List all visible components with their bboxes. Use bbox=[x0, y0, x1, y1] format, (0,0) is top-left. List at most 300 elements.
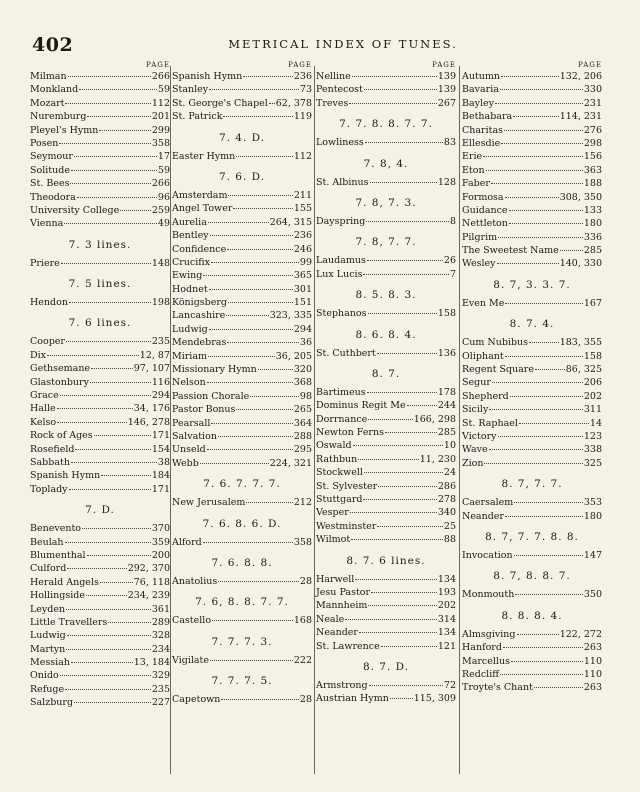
page-reference: 128 bbox=[437, 176, 456, 188]
dot-leader bbox=[236, 156, 293, 157]
page-reference: 96 bbox=[157, 191, 170, 203]
dot-leader bbox=[515, 594, 583, 595]
dot-leader bbox=[269, 103, 275, 104]
dot-leader bbox=[510, 396, 583, 397]
page-reference: 301 bbox=[293, 283, 312, 295]
tune-entry bbox=[30, 335, 170, 348]
tune-entry bbox=[316, 626, 456, 639]
tune-entry bbox=[172, 430, 312, 443]
dot-leader bbox=[218, 581, 299, 582]
meter-heading: 7. 7. 7. 3. bbox=[211, 635, 273, 648]
dot-leader bbox=[529, 342, 559, 343]
tune-entry bbox=[30, 669, 170, 682]
tune-entry bbox=[462, 588, 602, 601]
dot-leader bbox=[358, 459, 418, 460]
tune-entry bbox=[316, 453, 456, 466]
page-reference: 151 bbox=[293, 297, 312, 309]
dot-leader bbox=[208, 222, 269, 223]
page-reference: 184 bbox=[151, 470, 170, 482]
meter-heading: 7. 6. 7. 7. 7. bbox=[203, 478, 281, 491]
tune-name: Even Me bbox=[462, 297, 505, 309]
tune-name: Redcliff bbox=[462, 668, 500, 680]
page-reference: 178 bbox=[437, 386, 456, 398]
dot-leader bbox=[90, 382, 151, 383]
page-reference: 285 bbox=[437, 427, 456, 439]
tune-name: St. George's Chapel bbox=[172, 97, 268, 109]
tune-entry bbox=[462, 655, 602, 668]
tune-name: Spanish Hymn bbox=[30, 470, 101, 482]
dot-leader bbox=[108, 622, 151, 623]
tune-entry bbox=[316, 136, 456, 149]
page-reference: 158 bbox=[583, 350, 602, 362]
tune-name: Dominus Regit Me bbox=[316, 400, 406, 412]
page-reference: 83 bbox=[443, 137, 456, 149]
dot-leader bbox=[250, 396, 299, 397]
tune-entry bbox=[462, 668, 602, 681]
dot-leader bbox=[120, 210, 151, 211]
dot-leader bbox=[68, 76, 151, 77]
tune-entry bbox=[462, 83, 602, 96]
dot-leader bbox=[243, 76, 293, 77]
dot-leader bbox=[210, 235, 293, 236]
page-reference: 139 bbox=[437, 71, 456, 82]
tune-entry bbox=[172, 70, 312, 83]
tune-name: Miriam bbox=[172, 350, 208, 362]
tune-name: Little Travellers bbox=[30, 616, 108, 628]
page-reference: 25 bbox=[443, 520, 456, 532]
meter-heading: 8. 7, 7. 7. bbox=[501, 478, 563, 491]
tune-name: Nettleton bbox=[462, 218, 508, 230]
page-reference: 180 bbox=[583, 218, 602, 230]
tune-entry bbox=[172, 350, 312, 363]
dot-leader bbox=[355, 579, 437, 580]
dot-leader bbox=[208, 356, 275, 357]
tune-name: Ewing bbox=[172, 270, 203, 282]
tune-name: St. Sylvester bbox=[316, 480, 378, 492]
tune-name: Benevento bbox=[30, 523, 81, 535]
tune-name: New Jerusalem bbox=[172, 497, 246, 509]
tune-name: Rosefield bbox=[30, 443, 75, 455]
meter-heading: 7. 6. D. bbox=[218, 170, 266, 183]
tune-name: St. Raphael bbox=[462, 417, 518, 429]
tune-entry bbox=[172, 323, 312, 336]
dot-leader bbox=[100, 582, 133, 583]
page-reference: 323, 335 bbox=[269, 310, 312, 322]
tune-entry bbox=[462, 191, 602, 204]
page-reference: 116 bbox=[151, 376, 170, 388]
tune-name: Westminster bbox=[316, 520, 377, 532]
tune-entry bbox=[30, 150, 170, 163]
page-column-heading: PAGE bbox=[288, 61, 312, 69]
dot-leader bbox=[501, 76, 559, 77]
tune-name: Missionary Hymn bbox=[172, 364, 257, 376]
dot-leader bbox=[71, 170, 157, 171]
dot-leader bbox=[87, 116, 150, 117]
page-reference: 139 bbox=[437, 84, 456, 96]
tune-entry bbox=[462, 376, 602, 389]
page-reference: 363 bbox=[583, 164, 602, 176]
page-reference: 7 bbox=[449, 268, 456, 280]
tune-entry bbox=[30, 177, 170, 190]
dot-leader bbox=[86, 595, 127, 596]
tune-entry bbox=[172, 97, 312, 110]
tune-entry bbox=[316, 176, 456, 189]
tune-name: Wilmot bbox=[316, 534, 351, 546]
tune-entry bbox=[462, 97, 602, 110]
tune-name: Rock of Ages bbox=[30, 430, 93, 442]
tune-name: Spanish Hymn bbox=[172, 71, 243, 82]
tune-entry bbox=[30, 217, 170, 230]
page-reference: 236 bbox=[293, 71, 312, 82]
tune-entry bbox=[172, 614, 312, 627]
tune-name: St. Patrick bbox=[172, 111, 223, 123]
page-reference: 338 bbox=[583, 444, 602, 456]
tune-name: St. Bees bbox=[30, 178, 70, 190]
tune-entry bbox=[316, 254, 456, 267]
page-reference: 278 bbox=[437, 494, 456, 506]
page-reference: 132, 206 bbox=[559, 71, 602, 82]
meter-heading: 8. 7. bbox=[371, 367, 401, 380]
page-reference: 361 bbox=[151, 603, 170, 615]
tune-entry bbox=[30, 643, 170, 656]
tune-entry bbox=[30, 483, 170, 496]
tune-entry bbox=[462, 681, 602, 694]
tune-name: Herald Angels bbox=[30, 576, 99, 588]
tune-name: Alford bbox=[172, 536, 202, 548]
index-column-3 bbox=[316, 60, 456, 706]
dot-leader bbox=[367, 392, 437, 393]
page-reference: 289 bbox=[151, 616, 170, 628]
tune-name: Ludwig bbox=[30, 630, 66, 642]
tune-name: Gethsemane bbox=[30, 363, 91, 375]
tune-entry bbox=[316, 97, 456, 110]
meter-heading: 7. 6 lines. bbox=[68, 317, 132, 330]
page-reference: 97, 107 bbox=[133, 363, 170, 375]
page-reference: 234, 239 bbox=[127, 590, 170, 602]
tune-entry bbox=[30, 191, 170, 204]
tune-entry bbox=[316, 215, 456, 228]
page-reference: 330 bbox=[583, 84, 602, 96]
page-reference: 34, 176 bbox=[133, 403, 170, 415]
tune-name: Regent Square bbox=[462, 364, 534, 376]
tune-name: Neander bbox=[316, 627, 358, 639]
tune-entry bbox=[462, 297, 602, 310]
page-reference: 211 bbox=[293, 189, 312, 201]
page-reference: 121 bbox=[437, 640, 456, 652]
tune-name: Zion bbox=[462, 457, 484, 469]
dot-leader bbox=[514, 555, 583, 556]
dot-leader bbox=[492, 382, 583, 383]
tune-name: Caersalem bbox=[462, 497, 514, 509]
page-reference: 14 bbox=[589, 417, 602, 429]
tune-entry bbox=[30, 416, 170, 429]
page-reference: 49 bbox=[157, 218, 170, 230]
tune-name: Vigilate bbox=[172, 654, 209, 666]
tune-name: Lancashire bbox=[172, 310, 226, 322]
page-reference: 202 bbox=[583, 390, 602, 402]
page-column-heading: PAGE bbox=[146, 61, 170, 69]
dot-leader bbox=[66, 609, 151, 610]
page-reference: 115, 309 bbox=[413, 693, 456, 705]
page-reference: 62, 378 bbox=[275, 97, 312, 109]
dot-leader bbox=[64, 223, 157, 224]
tune-entry bbox=[30, 443, 170, 456]
page-reference: 202 bbox=[437, 600, 456, 612]
page-reference: 285 bbox=[583, 245, 602, 257]
dot-leader bbox=[514, 502, 583, 503]
dot-leader bbox=[351, 539, 443, 540]
tune-entry bbox=[30, 629, 170, 642]
meter-heading: 7. 6. 8. 6. D. bbox=[202, 517, 282, 530]
tune-entry bbox=[172, 575, 312, 588]
dot-leader bbox=[368, 313, 437, 314]
page-reference: 264, 315 bbox=[269, 216, 312, 228]
tune-name: Bayley bbox=[462, 97, 495, 109]
dot-leader bbox=[504, 130, 583, 131]
tune-name: Formosa bbox=[462, 191, 504, 203]
tune-entry bbox=[316, 439, 456, 452]
dot-leader bbox=[74, 702, 151, 703]
tune-name: Laudamus bbox=[316, 255, 366, 267]
dot-leader bbox=[69, 302, 151, 303]
dot-leader bbox=[517, 634, 559, 635]
page-reference: 114, 231 bbox=[559, 111, 602, 123]
dot-leader bbox=[228, 195, 292, 196]
tune-name: Vienna bbox=[30, 218, 64, 230]
dot-leader bbox=[364, 89, 437, 90]
page-reference: 259 bbox=[151, 204, 170, 216]
tune-name: The Sweetest Name bbox=[462, 245, 559, 257]
tune-name: Refuge bbox=[30, 683, 65, 695]
meter-heading: 7. 8, 4. bbox=[363, 157, 409, 170]
tune-name: Marcellus bbox=[462, 655, 510, 667]
page-reference: 236 bbox=[293, 230, 312, 242]
page-reference: 325 bbox=[583, 457, 602, 469]
tune-entry bbox=[172, 83, 312, 96]
dot-leader bbox=[505, 516, 583, 517]
page-reference: 227 bbox=[151, 697, 170, 709]
tune-name: Bartimeus bbox=[316, 386, 366, 398]
tune-entry bbox=[30, 562, 170, 575]
dot-leader bbox=[513, 116, 559, 117]
tune-name: Capetown bbox=[172, 694, 221, 706]
tune-name: Nelline bbox=[316, 71, 351, 82]
dot-leader bbox=[209, 89, 299, 90]
dot-leader bbox=[60, 395, 151, 396]
meter-heading: 7. 4. D. bbox=[218, 131, 266, 144]
tune-name: Monmouth bbox=[462, 589, 515, 601]
dot-leader bbox=[65, 689, 151, 690]
tune-name: Dorrnance bbox=[316, 413, 368, 425]
tune-entry bbox=[462, 164, 602, 177]
tune-name: Grace bbox=[30, 390, 59, 402]
page-reference: 295 bbox=[293, 444, 312, 456]
tune-entry bbox=[316, 533, 456, 546]
dot-leader bbox=[511, 661, 583, 662]
dot-leader bbox=[69, 489, 151, 490]
dot-leader bbox=[77, 197, 157, 198]
page-reference: 350 bbox=[583, 589, 602, 601]
dot-leader bbox=[500, 89, 583, 90]
tune-name: Pastor Bonus bbox=[172, 404, 236, 416]
page-number: 402 bbox=[32, 34, 74, 56]
dot-leader bbox=[495, 103, 583, 104]
tune-entry bbox=[172, 443, 312, 456]
tune-name: Halle bbox=[30, 403, 56, 415]
tune-name: Hanford bbox=[462, 642, 502, 654]
page-reference: 36, 205 bbox=[275, 350, 312, 362]
dot-leader bbox=[368, 419, 412, 420]
dot-leader bbox=[503, 647, 583, 648]
tune-name: St. Cuthbert bbox=[316, 347, 376, 359]
tune-entry bbox=[462, 430, 602, 443]
tune-entry bbox=[462, 510, 602, 523]
dot-leader bbox=[349, 103, 436, 104]
tune-name: Dix bbox=[30, 349, 47, 361]
page-reference: 76, 118 bbox=[133, 576, 170, 588]
page-reference: 156 bbox=[583, 151, 602, 163]
tune-entry bbox=[462, 363, 602, 376]
tune-name: Hollingside bbox=[30, 590, 85, 602]
page-reference: 13, 184 bbox=[133, 657, 170, 669]
tune-entry bbox=[172, 376, 312, 389]
meter-heading: 8. 6. 8. 4. bbox=[355, 328, 417, 341]
meter-heading: 7. 7. 7. 5. bbox=[211, 675, 273, 688]
tune-entry bbox=[316, 347, 456, 360]
page-reference: 336 bbox=[583, 231, 602, 243]
dot-leader bbox=[99, 130, 150, 131]
tune-name: Nuremburg bbox=[30, 111, 87, 123]
dot-leader bbox=[505, 356, 583, 357]
page-reference: 59 bbox=[157, 84, 170, 96]
tune-name: Seymour bbox=[30, 151, 73, 163]
page-reference: 112 bbox=[293, 150, 312, 162]
dot-leader bbox=[209, 289, 293, 290]
page-reference: 148 bbox=[151, 257, 170, 269]
tune-entry bbox=[172, 229, 312, 242]
page-reference: 112 bbox=[151, 97, 170, 109]
tune-name: Pearsall bbox=[172, 417, 211, 429]
page-reference: 171 bbox=[151, 483, 170, 495]
column-divider bbox=[459, 66, 460, 774]
meter-heading: 7. 6. 8. 8. bbox=[211, 556, 273, 569]
tune-name: Crucifix bbox=[172, 256, 210, 268]
page-reference: 294 bbox=[151, 390, 170, 402]
page-reference: 292, 370 bbox=[127, 563, 170, 575]
page-reference: 288 bbox=[293, 430, 312, 442]
meter-heading: 8. 7, 7. 7. 8. 8. bbox=[485, 530, 579, 543]
tune-name: Bavaria bbox=[462, 84, 499, 96]
page-reference: 146, 278 bbox=[127, 416, 170, 428]
tune-entry bbox=[172, 243, 312, 256]
tune-entry bbox=[172, 654, 312, 667]
tune-name: Passion Chorale bbox=[172, 390, 250, 402]
page-reference: 136 bbox=[437, 347, 456, 359]
tune-name: Stockwell bbox=[316, 467, 363, 479]
page-reference: 329 bbox=[151, 670, 170, 682]
page-reference: 73 bbox=[299, 84, 312, 96]
tune-name: St. Albinus bbox=[316, 176, 369, 188]
tune-name: Webb bbox=[172, 457, 199, 469]
dot-leader bbox=[364, 472, 443, 473]
tune-entry bbox=[316, 679, 456, 692]
tune-name: Dayspring bbox=[316, 215, 366, 227]
page-reference: 38 bbox=[157, 456, 170, 468]
tune-name: Stuttgard bbox=[316, 494, 363, 506]
dot-leader bbox=[534, 687, 583, 688]
page-reference: 198 bbox=[151, 297, 170, 309]
tune-name: Harwell bbox=[316, 573, 355, 585]
tune-name: Charitas bbox=[462, 124, 503, 136]
tune-name: Lux Lucis bbox=[316, 268, 363, 280]
page-reference: 298 bbox=[583, 137, 602, 149]
page-reference: 188 bbox=[583, 178, 602, 190]
tune-entry bbox=[172, 417, 312, 430]
tune-name: Blumenthal bbox=[30, 549, 86, 561]
tune-name: Aurelia bbox=[172, 216, 207, 228]
page-reference: 110 bbox=[583, 668, 602, 680]
tune-entry bbox=[316, 506, 456, 519]
page-reference: 286 bbox=[437, 480, 456, 492]
dot-leader bbox=[82, 528, 151, 529]
tune-name: Kelso bbox=[30, 416, 57, 428]
tune-name: Sabbath bbox=[30, 456, 70, 468]
tune-entry bbox=[30, 522, 170, 535]
dot-leader bbox=[65, 103, 150, 104]
page-reference: 370 bbox=[151, 523, 170, 535]
tune-name: Armstrong bbox=[316, 679, 368, 691]
dot-leader bbox=[87, 555, 151, 556]
dot-leader bbox=[227, 342, 299, 343]
dot-leader bbox=[377, 526, 443, 527]
tune-name: Pentecost bbox=[316, 84, 363, 96]
page-reference: 133 bbox=[583, 204, 602, 216]
dot-leader bbox=[407, 405, 437, 406]
page-reference: 294 bbox=[293, 323, 312, 335]
tune-name: Theodora bbox=[30, 191, 76, 203]
tune-name: Beulah bbox=[30, 536, 64, 548]
page-reference: 180 bbox=[583, 510, 602, 522]
dot-leader bbox=[233, 208, 293, 209]
tune-name: Wesley bbox=[462, 258, 496, 270]
tune-entry bbox=[172, 390, 312, 403]
tune-entry bbox=[316, 413, 456, 426]
dot-leader bbox=[363, 274, 448, 275]
tune-entry bbox=[462, 244, 602, 257]
dot-leader bbox=[66, 649, 151, 650]
dot-leader bbox=[65, 542, 151, 543]
dot-leader bbox=[519, 423, 589, 424]
tune-entry bbox=[30, 296, 170, 309]
tune-entry bbox=[462, 257, 602, 270]
page-reference: 183, 355 bbox=[559, 337, 602, 349]
tune-name: Messiah bbox=[30, 657, 70, 669]
tune-entry bbox=[30, 204, 170, 217]
page-reference: 155 bbox=[293, 203, 312, 215]
dot-leader bbox=[79, 89, 157, 90]
dot-leader bbox=[212, 620, 293, 621]
tune-name: Hodnet bbox=[172, 283, 208, 295]
tune-name: Bentley bbox=[172, 230, 209, 242]
tune-entry bbox=[30, 83, 170, 96]
dot-leader bbox=[207, 449, 293, 450]
meter-heading: 7. 7. 8. 8. 7. 7. bbox=[339, 118, 433, 131]
tune-entry bbox=[316, 426, 456, 439]
dot-leader bbox=[47, 355, 139, 356]
page-reference: 266 bbox=[151, 178, 170, 190]
dot-leader bbox=[209, 329, 293, 330]
page-reference: 206 bbox=[583, 377, 602, 389]
